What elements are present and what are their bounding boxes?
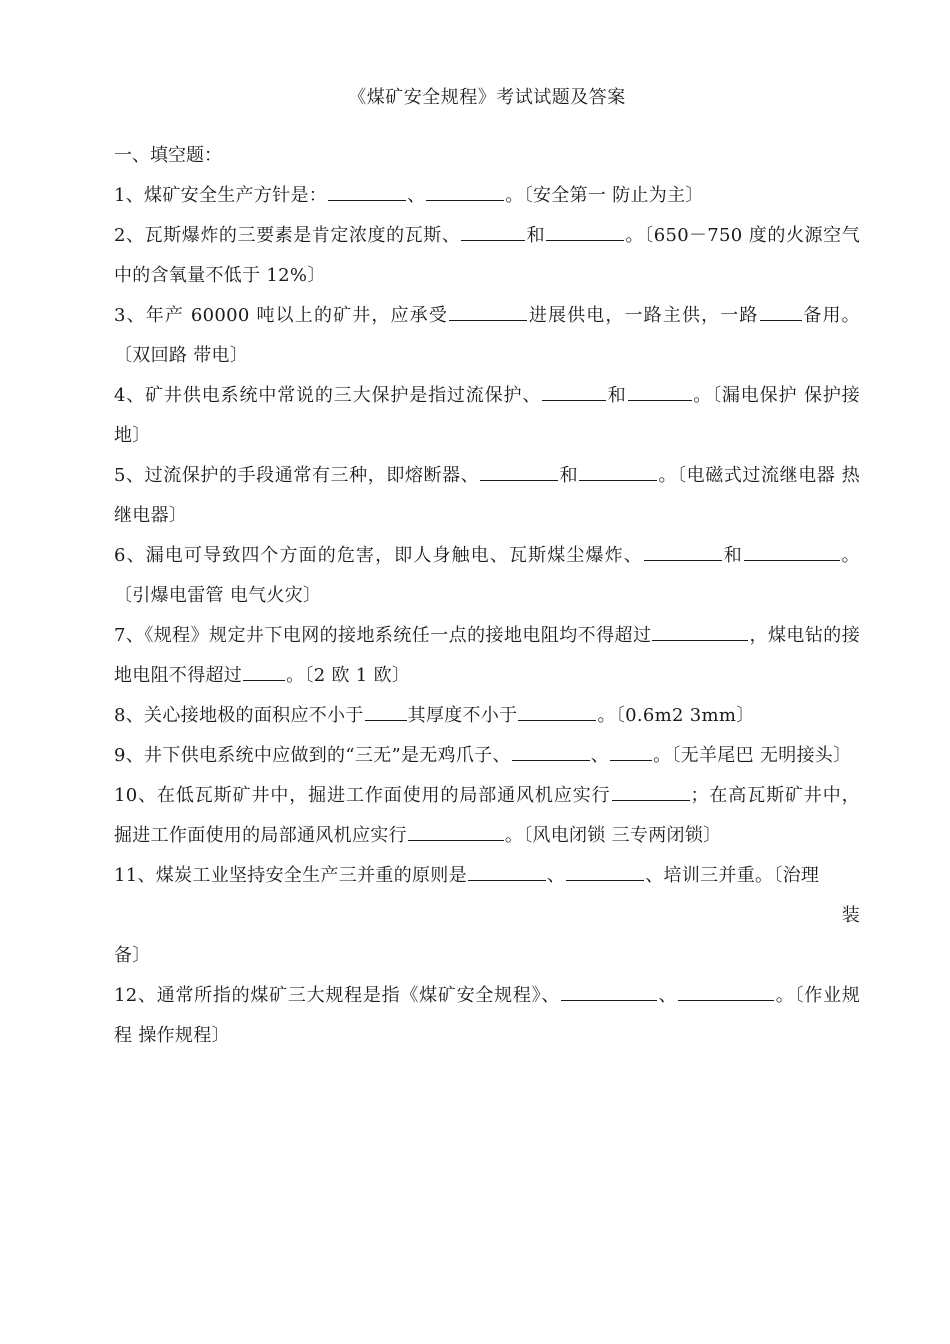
question-text: 和 bbox=[559, 465, 579, 486]
answer-blank bbox=[546, 220, 624, 241]
question-answer: 备〕 bbox=[114, 945, 151, 966]
question-text: ，煤电钻的接地电阻不得超过 bbox=[114, 625, 860, 686]
answer-blank bbox=[610, 740, 652, 761]
question-text: 5、过流保护的手段通常有三种，即熔断器、 bbox=[114, 465, 480, 486]
question-text: 7、《规程》规定井下电网的接地系统任一点的接地电阻均不得超过 bbox=[114, 625, 652, 646]
answer-blank bbox=[561, 980, 657, 1001]
answer-blank bbox=[612, 780, 690, 801]
question-text: 和 bbox=[722, 545, 743, 566]
question-text: 进展供电，一路主供，一路 bbox=[527, 305, 759, 326]
question-answer: 。〔2 欧 1 欧〕 bbox=[286, 665, 411, 686]
answer-blank bbox=[408, 820, 504, 841]
document-page bbox=[114, 80, 860, 1056]
question-text: 、 bbox=[658, 985, 678, 1006]
question-answer: 。〔650－750 度的火源空气中的含氧量不低于 12%〕 bbox=[114, 225, 860, 286]
answer-blank bbox=[566, 860, 644, 881]
answer-blank bbox=[579, 460, 657, 481]
answer-blank bbox=[644, 540, 722, 561]
answer-blank bbox=[652, 620, 748, 641]
answer-blank bbox=[426, 180, 504, 201]
question-answer: 。〔漏电保护 保护接地〕 bbox=[114, 385, 860, 446]
answer-blank bbox=[243, 660, 285, 681]
answer-blank bbox=[518, 700, 596, 721]
question-answer: 、培训三并重。〔治理 bbox=[645, 865, 820, 886]
question-7 bbox=[114, 616, 860, 696]
question-text: 3、年产 60000 吨以上的矿井，应承受 bbox=[114, 305, 448, 326]
question-text: 2、瓦斯爆炸的三要素是肯定浓度的瓦斯、 bbox=[114, 225, 461, 246]
question-text: 4、矿井供电系统中常说的三大保护是指过流保护、 bbox=[114, 385, 542, 406]
question-12 bbox=[114, 976, 860, 1056]
question-5 bbox=[114, 456, 860, 536]
question-answer: 。〔引爆电雷管 电气火灾〕 bbox=[114, 545, 860, 606]
question-3 bbox=[114, 296, 860, 376]
document-title: 《煤矿安全规程》考试试题及答案 bbox=[348, 87, 626, 108]
answer-blank bbox=[760, 300, 802, 321]
section-heading: 一、填空题： bbox=[114, 145, 222, 166]
question-text: 、 bbox=[407, 185, 426, 206]
question-text: 1、煤矿安全生产方针是： bbox=[114, 185, 328, 206]
question-2 bbox=[114, 216, 860, 296]
question-10 bbox=[114, 776, 860, 856]
answer-blank bbox=[480, 460, 558, 481]
question-answer: 。〔电磁式过流继电器 热继电器〕 bbox=[114, 465, 860, 526]
question-text: 、 bbox=[590, 745, 610, 766]
question-6 bbox=[114, 536, 860, 616]
question-1 bbox=[114, 176, 860, 216]
question-4 bbox=[114, 376, 860, 456]
question-text: 9、井下供电系统中应做到的“三无”是无鸡爪子、 bbox=[114, 745, 511, 766]
question-9 bbox=[114, 736, 860, 776]
question-text: 其厚度不小于 bbox=[407, 705, 518, 726]
question-text: 10、在低瓦斯矿井中，掘进工作面使用的局部通风机应实行 bbox=[114, 785, 611, 806]
question-answer: 。〔风电闭锁 三专两闭锁〕 bbox=[504, 825, 722, 846]
question-text: 、 bbox=[546, 865, 566, 886]
question-answer: 。〔安全第一 防止为主〕 bbox=[505, 185, 704, 206]
answer-blank bbox=[678, 980, 774, 1001]
answer-blank bbox=[461, 220, 525, 241]
question-text: 6、漏电可导致四个方面的危害，即人身触电、瓦斯煤尘爆炸、 bbox=[114, 545, 643, 566]
question-8 bbox=[114, 696, 860, 736]
answer-blank bbox=[542, 380, 606, 401]
question-answer: 。〔0.6m2 3mm〕 bbox=[597, 705, 755, 726]
question-text: 和 bbox=[607, 385, 627, 406]
answer-blank bbox=[328, 180, 406, 201]
question-text: ；在高瓦斯矿井中， 掘进工作面使用的局部通风机应实行 bbox=[114, 785, 860, 846]
question-11 bbox=[114, 856, 860, 976]
question-text: 11、煤炭工业坚持安全生产三并重的原则是 bbox=[114, 865, 467, 886]
answer-blank bbox=[449, 300, 527, 321]
question-answer: 装 bbox=[841, 905, 860, 926]
answer-blank bbox=[468, 860, 546, 881]
answer-blank bbox=[628, 380, 692, 401]
answer-blank bbox=[512, 740, 590, 761]
question-answer: 。〔作业规程 操作规程〕 bbox=[114, 985, 861, 1046]
question-text: 和 bbox=[526, 225, 546, 246]
question-answer: 备用。〔双回路 带电〕 bbox=[114, 305, 860, 366]
answer-blank bbox=[744, 540, 840, 561]
answer-blank bbox=[365, 700, 407, 721]
question-answer: 。〔无羊尾巴 无明接头〕 bbox=[653, 745, 852, 766]
question-text: 8、关心接地极的面积应不小于 bbox=[114, 705, 364, 726]
question-text: 12、通常所指的煤矿三大规程是指《煤矿安全规程》、 bbox=[114, 985, 561, 1006]
